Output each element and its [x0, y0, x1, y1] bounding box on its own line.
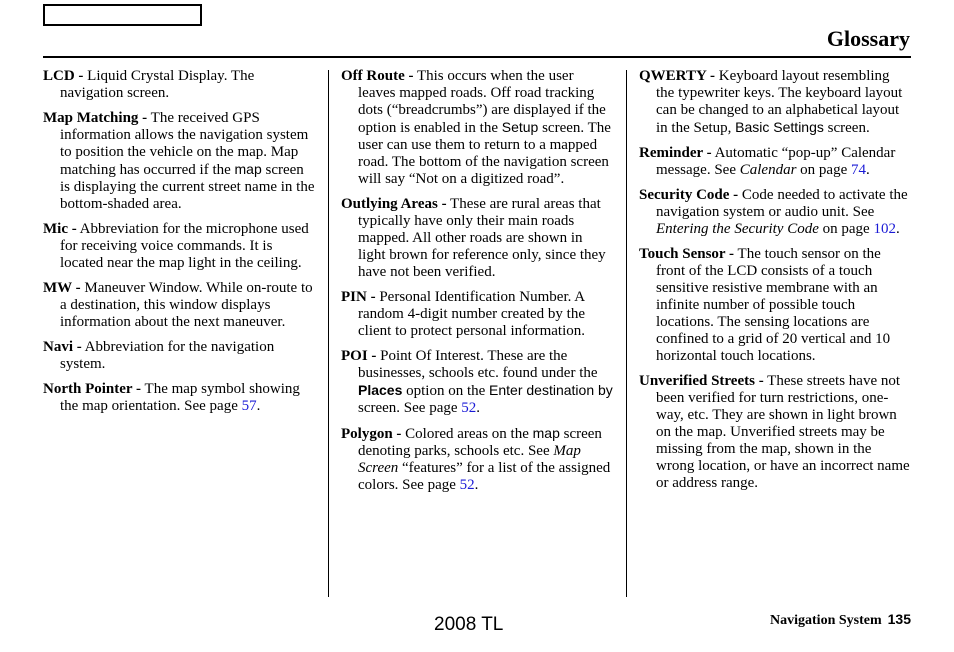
definition: on page — [818, 221, 874, 237]
definition: This occurs when the user leaves mapped roads. Off road tracking dots (“breadcrumbs”) are displayed if the option is enabled in the — [358, 68, 606, 136]
punctuation: . — [895, 221, 900, 237]
definition: Maneuver Window. While on-route to a destination, this window displays information about the next maneuver. — [60, 280, 313, 330]
footer-model: 2008 TL — [434, 614, 504, 635]
term: Map Matching - — [43, 110, 148, 126]
column-divider-1 — [328, 70, 329, 597]
reference-title: Map Screen — [358, 443, 581, 476]
definition: on page — [796, 162, 851, 178]
punctuation: . — [865, 162, 870, 178]
term: POI - — [341, 348, 377, 364]
entry-off-route — [341, 68, 613, 188]
punctuation: . — [474, 477, 479, 493]
definition: Abbreviation for the navigation system. — [60, 339, 275, 372]
definition: Colored areas on the — [401, 426, 533, 442]
entry-navi — [43, 339, 315, 373]
punctuation: . — [476, 400, 481, 416]
definition: These are rural areas that typically have only their main roads mapped. All other roads are shown in light brown for reference only, since they have not been verified. — [358, 196, 606, 280]
definition: option on the — [402, 383, 490, 399]
ui-term: Basic Settings — [735, 119, 824, 135]
page-link[interactable]: 57 — [241, 398, 257, 414]
definition: Abbreviation for the microphone used for receiving voice commands. It is located near the map light in the ceiling. — [60, 221, 309, 271]
term: Navi - — [43, 339, 82, 355]
page-title: Glossary — [826, 26, 910, 51]
ui-term: Places — [358, 382, 403, 398]
term: QWERTY - — [639, 68, 716, 84]
reference-title: Calendar — [739, 162, 797, 178]
definition: These streets have not been verified for turn restrictions, one-way, etc. They are shown in light brown on the map. Unverified streets may be missing from the map, shown in the wrong location, or have an incorrect name or address range. — [656, 373, 910, 491]
entry-north-pointer — [43, 381, 315, 415]
definition: screen. The user can use them to return to a mapped road. The bottom of the navigation screen will say “Not on a digitized road”. — [358, 120, 611, 187]
term: North Pointer - — [43, 381, 142, 397]
term: Polygon - — [341, 426, 402, 442]
entry-lcd — [43, 68, 315, 102]
ui-term: Enter destination by — [489, 382, 613, 398]
glossary-column-3 — [639, 68, 911, 500]
definition: “features” for a list of the assigned colors. See page — [358, 460, 611, 493]
entry-reminder — [639, 145, 911, 179]
definition: Point Of Interest. These are the businesses, schools etc. found under the — [358, 348, 598, 381]
entry-pin — [341, 289, 613, 340]
definition: screen. See page — [358, 400, 462, 416]
entry-map-matching — [43, 110, 315, 213]
term: Security Code - — [639, 187, 739, 203]
header-rule — [43, 56, 911, 58]
ui-term: Setup — [501, 119, 539, 135]
page-link[interactable]: 102 — [873, 221, 896, 237]
term: MW - — [43, 280, 81, 296]
term: Touch Sensor - — [639, 246, 735, 262]
entry-polygon — [341, 425, 613, 494]
page-link[interactable]: 52 — [459, 477, 475, 493]
term: LCD - — [43, 68, 84, 84]
page-link[interactable]: 52 — [461, 400, 477, 416]
definition: screen. — [823, 120, 870, 136]
entry-security-code — [639, 187, 911, 238]
definition: Liquid Crystal Display. The navigation screen. — [60, 68, 255, 101]
entry-qwerty — [639, 68, 911, 137]
definition: screen denoting parks, schools etc. See — [358, 426, 602, 459]
ui-term: map — [532, 425, 560, 441]
page-link[interactable]: 74 — [850, 162, 866, 178]
term: PIN - — [341, 289, 376, 305]
entry-outlying-areas — [341, 196, 613, 281]
footer-section: Navigation System — [770, 613, 882, 628]
entry-unverified-streets — [639, 373, 911, 492]
glossary-column-2 — [341, 68, 613, 502]
term: Unverified Streets - — [639, 373, 764, 389]
term: Off Route - — [341, 68, 414, 84]
entry-touch-sensor — [639, 246, 911, 365]
punctuation: . — [256, 398, 261, 414]
term: Reminder - — [639, 145, 712, 161]
footer-page-number: 135 — [887, 611, 911, 627]
term: Outlying Areas - — [341, 196, 447, 212]
entry-mic — [43, 221, 315, 272]
definition: Automatic “pop-up” Calendar message. See — [656, 145, 896, 178]
term: Mic - — [43, 221, 77, 237]
definition: Keyboard layout resembling the typewriter keys. The keyboard layout can be changed to an alphabetical layout in the Setup, — [656, 68, 903, 136]
ui-term: map — [234, 161, 262, 177]
definition: Personal Identification Number. A random 4-digit number created by the client to protect personal information. — [358, 289, 586, 339]
footer-page-info — [770, 611, 911, 629]
entry-mw — [43, 280, 315, 331]
reference-title: Entering the Security Code — [656, 221, 819, 237]
definition: The touch sensor on the front of the LCD consists of a touch sensitive resistive membrane with an infinite number of possible touch locations. The sensing locations are confined to a grid of 20 vertical and 10 horizontal touch locations. — [656, 246, 891, 364]
entry-poi — [341, 348, 613, 417]
definition: The received GPS information allows the navigation system to position the vehicle on the map. Map matching has occurred if the — [60, 110, 309, 178]
glossary-column-1 — [43, 68, 315, 423]
column-divider-2 — [626, 70, 627, 597]
definition: Code needed to activate the navigation system or audio unit. See — [656, 187, 908, 220]
definition: screen is displaying the current street name in the bottom-shaded area. — [60, 162, 315, 212]
header-tab-box — [43, 4, 202, 26]
definition: The map symbol showing the map orientation. See page — [60, 381, 300, 414]
